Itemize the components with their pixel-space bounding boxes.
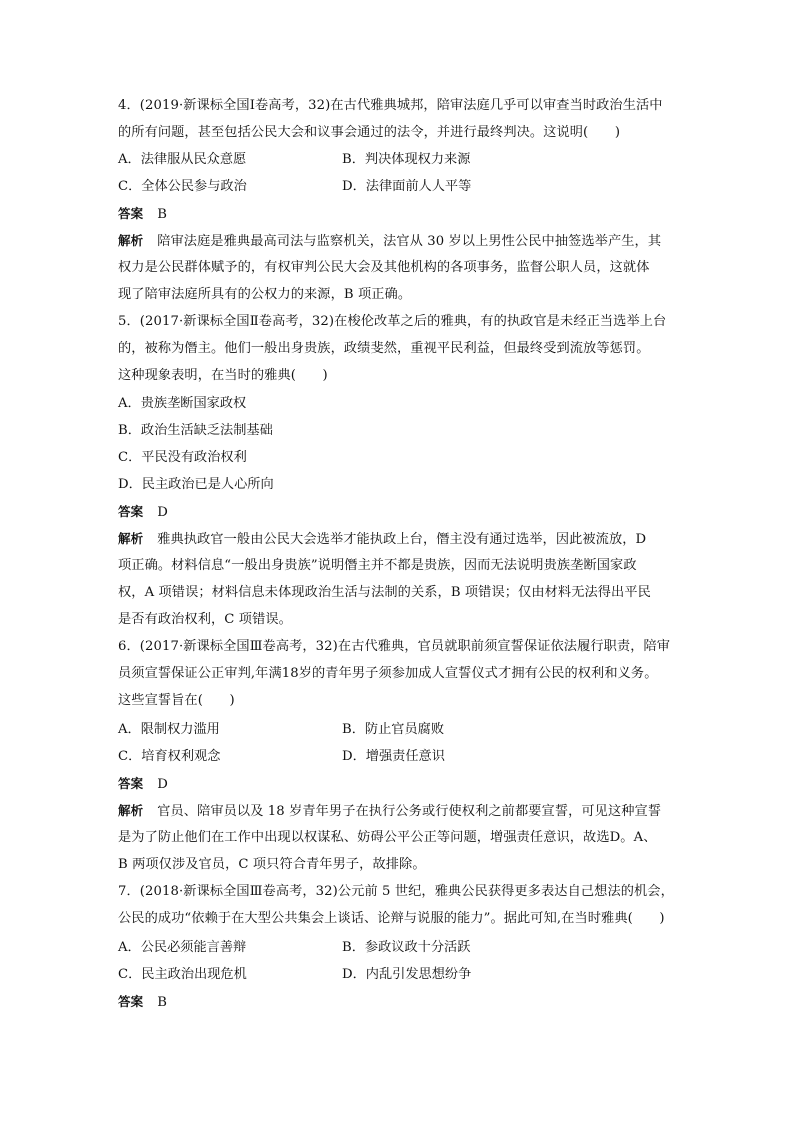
q7-option-d: D．内乱引发思想纷争 [342, 967, 472, 982]
q6-answer-line [118, 775, 698, 794]
q6-answer: D [157, 777, 168, 792]
q7-option-b: B．参政议政十分活跃 [342, 940, 471, 955]
q5-option-c: C．平民没有政治权利 [118, 450, 247, 465]
analysis-label: 解析 [118, 233, 144, 248]
q5-option-d: D．民主政治已是人心所向 [118, 477, 274, 492]
q4-stem-line-1: 4．(2019·新课标全国Ⅰ卷高考，32)在古代雅典城邦，陪审法庭几乎可以审查当时政治生活中 [118, 98, 663, 113]
answer-label: 答案 [118, 776, 144, 791]
q5-analysis-line-4: 是否有政治权利，C 项错误。 [118, 612, 292, 627]
q6-option-b: B．防止官员腐败 [342, 722, 445, 737]
q6-stem-line-3: 这些宣誓旨在( ) [118, 693, 235, 708]
q5-analysis-line-1 [118, 530, 698, 549]
q6-analysis-line-3: B 两项仅涉及官员，C 项只符合青年男子，故排除。 [118, 857, 426, 872]
q5-option-b: B．政治生活缺乏法制基础 [118, 423, 273, 438]
q4-analysis-line-1 [118, 232, 698, 251]
q6-option-d: D．增强责任意识 [342, 749, 445, 764]
q6-option-a: A．限制权力滥用 [118, 722, 220, 737]
q4-analysis-line-3: 现了陪审法庭所具有的公权力的来源，B 项正确。 [118, 287, 412, 302]
answer-label: 答案 [118, 504, 144, 519]
q6-analysis-text-1: 官员、陪审员以及 18 岁青年男子在执行公务或行使权利之前都要宣誓，可见这种宣誓 [157, 804, 662, 819]
q5-stem-line-1: 5．(2017·新课标全国Ⅱ卷高考，32)在梭伦改革之后的雅典，有的执政官是未经正当选举上台 [118, 314, 667, 329]
answer-label: 答案 [118, 206, 144, 221]
q5-analysis-text-1: 雅典执政官一般由公民大会选举才能执政上台，僭主没有通过选举，因此被流放，D [157, 532, 647, 547]
q7-answer: B [157, 995, 167, 1010]
q4-answer: B [157, 207, 167, 222]
q5-analysis-line-2: 项正确。材料信息“一般出身贵族”说明僭主并不都是贵族，因而无法说明贵族垄断国家政 [118, 558, 637, 573]
q6-stem-line-1: 6．(2017·新课标全国Ⅲ卷高考，32)在古代雅典，官员就职前须宣誓保证依法履行职责，陪审 [118, 639, 671, 654]
q4-stem-line-2: 的所有问题，甚至包括公民大会和议事会通过的法令，并进行最终判决。这说明( ) [118, 125, 621, 140]
q7-option-c: C．民主政治出现危机 [118, 967, 247, 982]
q5-answer-line [118, 503, 698, 522]
q5-stem-line-3: 这种现象表明，在当时的雅典( ) [118, 368, 328, 383]
q5-analysis-line-3: 权，A 项错误；材料信息未体现政治生活与法制的关系，B 项错误；仅由材料无法得出平民 [118, 585, 651, 600]
answer-label: 答案 [118, 994, 144, 1009]
q6-analysis-line-1 [118, 802, 698, 821]
q4-option-c: C．全体公民参与政治 [118, 179, 247, 194]
q5-answer: D [157, 505, 168, 520]
q4-analysis-line-2: 权力是公民群体赋予的，有权审判公民大会及其他机构的各项事务，监督公职人员，这就体 [118, 260, 650, 275]
q7-option-a: A．公民必须能言善辩 [118, 940, 247, 955]
analysis-label: 解析 [118, 803, 144, 818]
q4-option-a: A．法律服从民众意愿 [118, 152, 247, 167]
q4-analysis-text-1: 陪审法庭是雅典最高司法与监察机关，法官从 30 岁以上男性公民中抽签选举产生，其 [157, 234, 662, 249]
q6-analysis-line-2: 是为了防止他们在工作中出现以权谋私、妨碍公平公正等问题，增强责任意识，故选D。A、 [118, 830, 657, 845]
analysis-label: 解析 [118, 531, 144, 546]
q4-option-d: D．法律面前人人平等 [342, 179, 472, 194]
q5-option-a: A．贵族垄断国家政权 [118, 396, 247, 411]
q6-stem-line-2: 员须宣誓保证公正审判,年满18岁的青年男子须参加成人宣誓仪式才拥有公民的权利和义务。 [118, 666, 658, 681]
q7-answer-line [118, 993, 698, 1012]
q6-option-c: C．培育权利观念 [118, 749, 221, 764]
q7-stem-line-2: 公民的成功“依赖于在大型公共集会上谈话、论辩与说服的能力”。据此可知,在当时雅典( ) [118, 911, 665, 926]
q4-answer-line [118, 205, 698, 224]
q4-option-b: B．判决体现权力来源 [342, 152, 471, 167]
q5-stem-line-2: 的，被称为僭主。他们一般出身贵族，政绩斐然，重视平民利益，但最终受到流放等惩罚。 [118, 341, 650, 356]
q7-stem-line-1: 7．(2018·新课标全国Ⅲ卷高考，32)公元前 5 世纪，雅典公民获得更多表达自己想法的机会， [118, 884, 674, 899]
